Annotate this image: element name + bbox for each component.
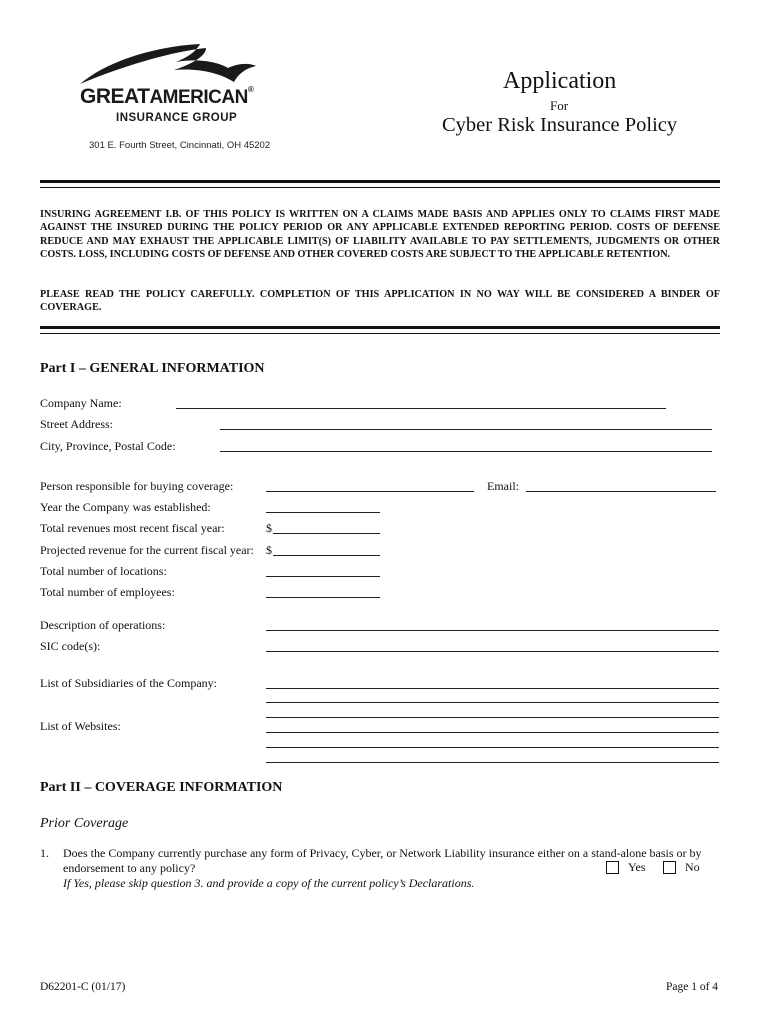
question-1-note: If Yes, please skip question 3. and provide a copy of the current policy’s Declarations. (63, 876, 475, 890)
logo-wordmark (80, 85, 253, 109)
total-revenues-label: Total revenues most recent fiscal year: (40, 521, 225, 535)
projected-revenue-field[interactable] (273, 555, 380, 556)
page-title-for: For (550, 98, 569, 113)
websites-field-line-2[interactable] (266, 732, 719, 733)
total-locations-field[interactable] (266, 576, 380, 577)
logo-subtitle: INSURANCE GROUP (116, 112, 238, 124)
websites-label: List of Websites: (40, 719, 121, 733)
street-address-field[interactable] (220, 429, 712, 430)
subsidiaries-label: List of Subsidiaries of the Company: (40, 676, 217, 690)
divider (40, 187, 720, 188)
part2-heading: Part II – COVERAGE INFORMATION (40, 780, 283, 795)
person-responsible-field[interactable] (266, 491, 474, 492)
city-province-field[interactable] (220, 451, 712, 452)
email-label: Email: (487, 479, 519, 493)
email-field[interactable] (526, 491, 716, 492)
description-operations-label: Description of operations: (40, 618, 166, 632)
sic-codes-field[interactable] (266, 651, 719, 652)
part1-heading: Part I – GENERAL INFORMATION (40, 361, 265, 376)
page-title: Application (503, 68, 617, 94)
city-province-label: City, Province, Postal Code: (40, 439, 176, 453)
websites-field-line-4[interactable] (266, 762, 719, 763)
page-number: Page 1 of 4 (666, 981, 719, 993)
year-established-label: Year the Company was established: (40, 500, 211, 514)
page-title-policy: Cyber Risk Insurance Policy (442, 114, 678, 136)
year-established-field[interactable] (266, 512, 380, 513)
websites-field-line-1[interactable] (266, 717, 719, 718)
person-responsible-label: Person responsible for buying coverage: (40, 479, 234, 493)
company-name-label: Company Name: (40, 396, 122, 410)
divider (40, 180, 720, 183)
subsidiaries-field-line-2[interactable] (266, 702, 719, 703)
description-operations-field[interactable] (266, 630, 719, 631)
claims-made-notice: INSURING AGREEMENT I.B. OF THIS POLICY IS WRITTEN ON A CLAIMS MADE BASIS AND APPLIES ONLY TO CLAIMS FIRST MADE AGAINST THE INSURED DURING THE POLICY PERIOD OR ANY APPLICABLE EXTENDED REPORTING PERIOD. COSTS OF DEFENSE REDUCE AND MAY EXHAUST THE APPLICABLE LIMIT(S) OF LIABILITY AVAILABLE TO PAY SETTLEMENTS, JUDGMENTS OR OTHER COSTS. LOSS, INCLUDING COSTS OF DEFENSE AND OTHER COVERED COSTS ARE SUBJECT TO THE APPLICABLE RETENTION. (40, 209, 720, 261)
websites-field-line-3[interactable] (266, 747, 719, 748)
projected-revenue-dollar: $ (266, 543, 272, 557)
prior-coverage-subheading: Prior Coverage (40, 816, 129, 831)
form-number: D62201-C (01/17) (40, 981, 126, 993)
logo-american: AMERICAN (149, 87, 248, 108)
q1-no-checkbox[interactable] (663, 861, 676, 874)
total-employees-field[interactable] (266, 597, 380, 598)
question-1-text: Does the Company currently purchase any form of Privacy, Cyber, or Network Liability insurance either on a stand-alone basis or by endorsement to any policy? (63, 846, 702, 875)
divider (40, 326, 720, 329)
sic-codes-label: SIC code(s): (40, 639, 101, 653)
company-address: 301 E. Fourth Street, Cincinnati, OH 45202 (89, 140, 271, 151)
projected-revenue-label: Projected revenue for the current fiscal year: (40, 543, 254, 557)
question-1-number: 1. (40, 846, 49, 860)
logo-great: GREAT (80, 85, 150, 108)
subsidiaries-field[interactable] (266, 688, 719, 689)
total-revenues-field[interactable] (273, 533, 380, 534)
company-name-field[interactable] (176, 408, 666, 409)
logo-registered: ® (247, 85, 254, 94)
q1-yes-checkbox[interactable] (606, 861, 619, 874)
divider (40, 333, 720, 334)
total-locations-label: Total number of locations: (40, 564, 167, 578)
total-employees-label: Total number of employees: (40, 585, 175, 599)
q1-no-label: No (685, 860, 700, 874)
street-address-label: Street Address: (40, 417, 113, 431)
total-revenues-dollar: $ (266, 521, 272, 535)
eagle-logo-icon (78, 38, 258, 86)
q1-yes-label: Yes (628, 860, 646, 874)
read-policy-notice: PLEASE READ THE POLICY CAREFULLY. COMPLETION OF THIS APPLICATION IN NO WAY WILL BE CONSIDERED A BINDER OF COVERAGE. (40, 289, 720, 314)
